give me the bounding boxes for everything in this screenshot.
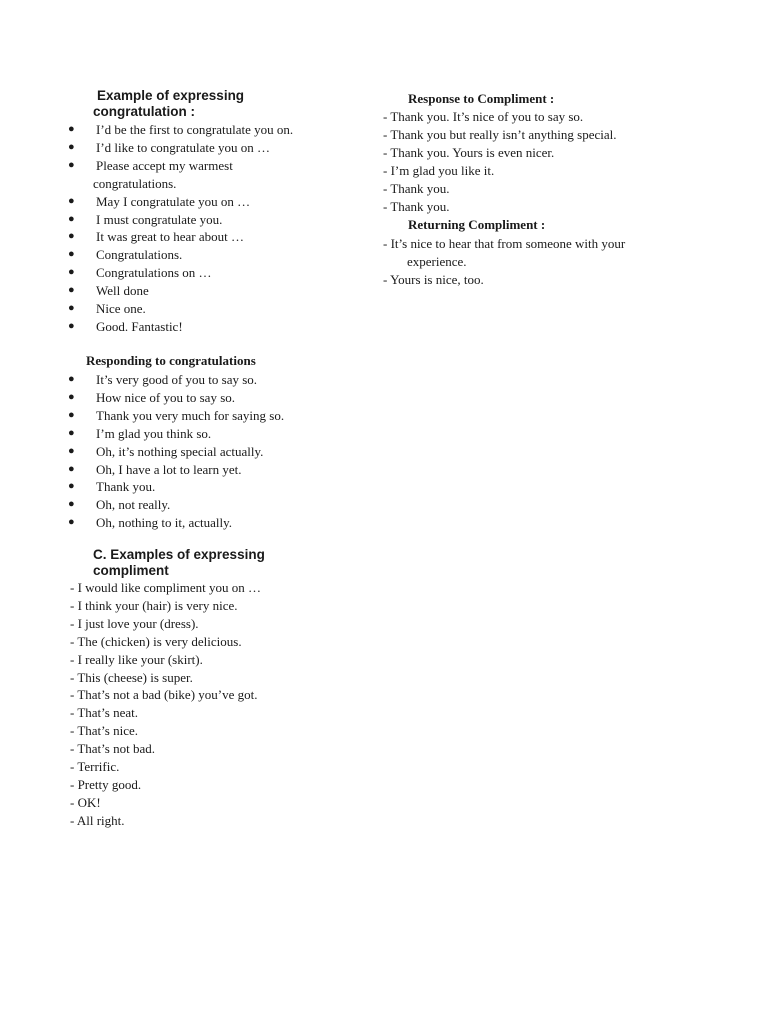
list-item-text: Oh, not really. [96,497,171,513]
bullet-icon: ● [68,516,75,529]
list-item-text: Congratulations. [96,247,183,263]
list-item: - That’s nice. [70,723,138,739]
list-item: - Thank you. Yours is even nicer. [383,144,555,160]
bullet-icon: ● [68,302,75,315]
bullet-icon: ● [68,123,75,135]
list-item-text: Oh, it’s nothing special actually. [96,443,264,459]
list-item [66,425,284,443]
bullet-icon: ● [68,426,75,439]
compliment-list [70,579,261,830]
list-item [66,121,293,139]
list-item: - Terrific. [70,759,120,775]
list-item-text: - It’s nice to hear that from someone with your [383,236,626,251]
list-item-text: Congratulations on … [96,265,212,281]
bullet-icon: ● [68,140,75,153]
compliment-heading-line1: C. Examples of expressing [93,547,265,562]
list-item [66,246,293,264]
returning-compliment-heading: Returning Compliment : [408,217,546,232]
list-item: - Thank you. [383,198,450,214]
list-item-text: It’s very good of you to say so. [96,372,258,387]
list-item-text: Thank you very much for saying so. [96,407,285,423]
list-item [66,318,293,336]
bullet-icon: ● [68,480,75,493]
congratulation-heading-line2: congratulation : [93,104,195,119]
list-item [66,514,284,532]
response-to-compliment-heading: Response to Compliment : [408,91,555,106]
list-item [66,157,293,193]
list-item: - That’s not bad. [70,741,155,757]
list-item [66,478,284,496]
list-item [66,300,293,318]
bullet-icon: ● [68,284,75,297]
bullet-icon: ● [68,230,75,243]
bullet-icon: ● [68,266,75,279]
list-item: - All right. [70,812,125,828]
list-item: - Yours is nice, too. [383,271,484,287]
list-item [66,371,284,389]
list-item-continuation: congratulations. [93,175,177,191]
compliment-heading-line2: compliment [93,563,169,578]
list-item [66,461,284,479]
list-item-text: I’d like to congratulate you on … [96,139,271,155]
list-item [66,443,284,461]
congratulation-heading-line1: Example of expressing [97,88,245,103]
responding-list [66,371,284,532]
list-item: - I’m glad you like it. [383,162,495,178]
list-item: - Thank you but really isn’t anything special. [383,126,617,142]
list-item [66,407,284,425]
list-item-text: It was great to hear about … [96,229,245,245]
list-item-text: Nice one. [96,301,146,317]
bullet-icon: ● [68,462,75,475]
list-item-text: Oh, I have a lot to learn yet. [96,461,242,477]
list-item-continuation: experience. [407,253,467,269]
list-item: - I think your (hair) is very nice. [70,597,238,613]
bullet-icon: ● [68,248,75,261]
list-item-text: I’m glad you think so. [96,425,212,441]
list-item: - Thank you. [383,180,450,196]
response-to-compliment-list [383,108,616,215]
congratulation-list [66,121,293,336]
list-item: - Thank you. It’s nice of you to say so. [383,109,584,124]
bullet-icon: ● [68,408,75,421]
bullet-icon: ● [68,212,75,225]
list-item-text: Good. Fantastic! [96,318,183,334]
bullet-icon: ● [68,373,75,385]
list-item: - That’s not a bad (bike) you’ve got. [70,687,258,703]
list-item [66,139,293,157]
returning-compliment-list [383,235,625,289]
list-item-text: Well done [96,283,149,299]
list-item [383,235,625,271]
list-item [66,264,293,282]
list-item [66,496,284,514]
list-item-text: I’d be the first to congratulate you on. [96,122,294,137]
list-item [66,211,293,229]
bullet-icon: ● [68,498,75,511]
list-item-text: Oh, nothing to it, actually. [96,515,232,531]
list-item-text: How nice of you to say so. [96,389,236,405]
list-item [66,282,293,300]
responding-heading: Responding to congratulations [86,353,256,368]
list-item: - I just love your (dress). [70,615,199,631]
list-item-text: May I congratulate you on … [96,193,251,209]
list-item-text: Thank you. [96,479,156,495]
list-item: - I really like your (skirt). [70,651,203,667]
list-item: - This (cheese) is super. [70,669,193,685]
list-item: - Pretty good. [70,776,142,792]
bullet-icon: ● [68,158,75,171]
list-item: - OK! [70,794,101,810]
bullet-icon: ● [68,319,75,332]
list-item [66,389,284,407]
bullet-icon: ● [68,194,75,207]
list-item [66,193,293,211]
list-item-text: I must congratulate you. [96,211,223,227]
bullet-icon: ● [68,444,75,457]
list-item: - I would like compliment you on … [70,580,262,595]
list-item [66,228,293,246]
bullet-icon: ● [68,390,75,403]
list-item-text: Please accept my warmest [96,157,233,173]
list-item: - The (chicken) is very delicious. [70,633,242,649]
list-item: - That’s neat. [70,705,138,721]
